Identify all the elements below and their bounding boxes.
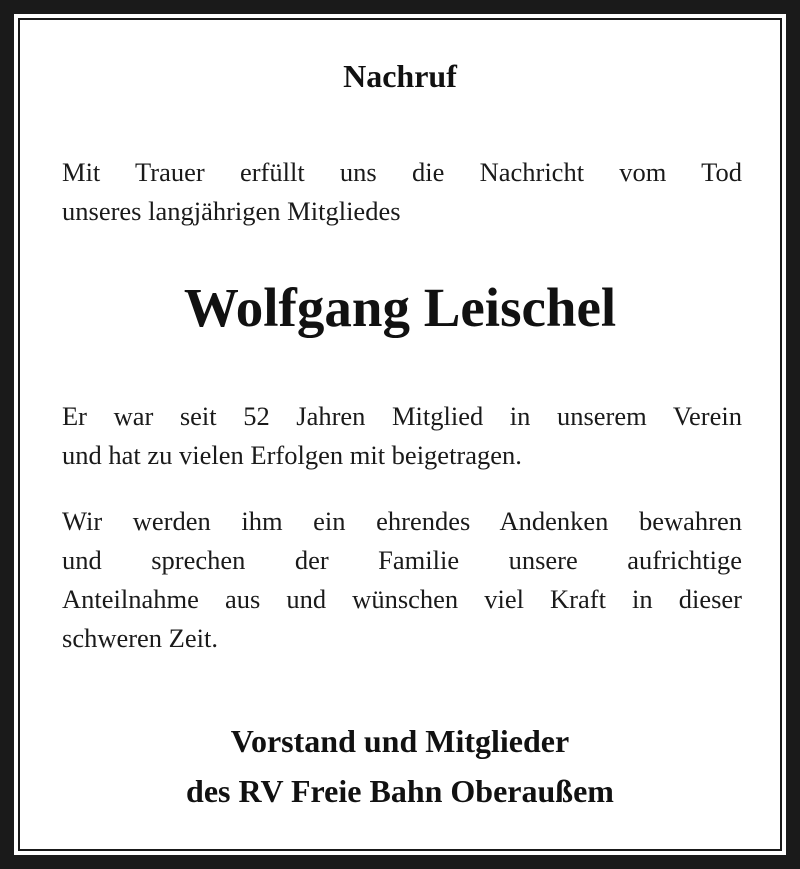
intro-line-2: unseres langjährigen Mitgliedes bbox=[62, 196, 401, 226]
signature-line-1: Vorstand und Mitglieder bbox=[230, 723, 570, 759]
intro-line-1: Mit Trauer erfüllt uns die Nachricht vom Tod bbox=[62, 157, 742, 187]
condolence-line-2: und sprechen der Familie unsere aufrichtige bbox=[62, 545, 742, 575]
membership-paragraph bbox=[62, 397, 742, 475]
membership-line-2: und hat zu vielen Erfolgen mit beigetragen. bbox=[62, 440, 522, 470]
notice-heading: Nachruf bbox=[343, 58, 457, 94]
condolence-line-3: Anteilnahme aus und wünschen viel Kraft in dieser bbox=[62, 584, 742, 614]
condolence-paragraph bbox=[62, 502, 742, 658]
signature-line-2: des RV Freie Bahn Oberaußem bbox=[186, 773, 614, 809]
membership-line-1: Er war seit 52 Jahren Mitglied in unserem Verein bbox=[62, 401, 742, 431]
deceased-name: Wolfgang Leischel bbox=[183, 277, 617, 338]
condolence-line-1: Wir werden ihm ein ehrendes Andenken bewahren bbox=[62, 506, 742, 536]
intro-text bbox=[62, 153, 742, 231]
condolence-line-4: schweren Zeit. bbox=[62, 623, 218, 653]
